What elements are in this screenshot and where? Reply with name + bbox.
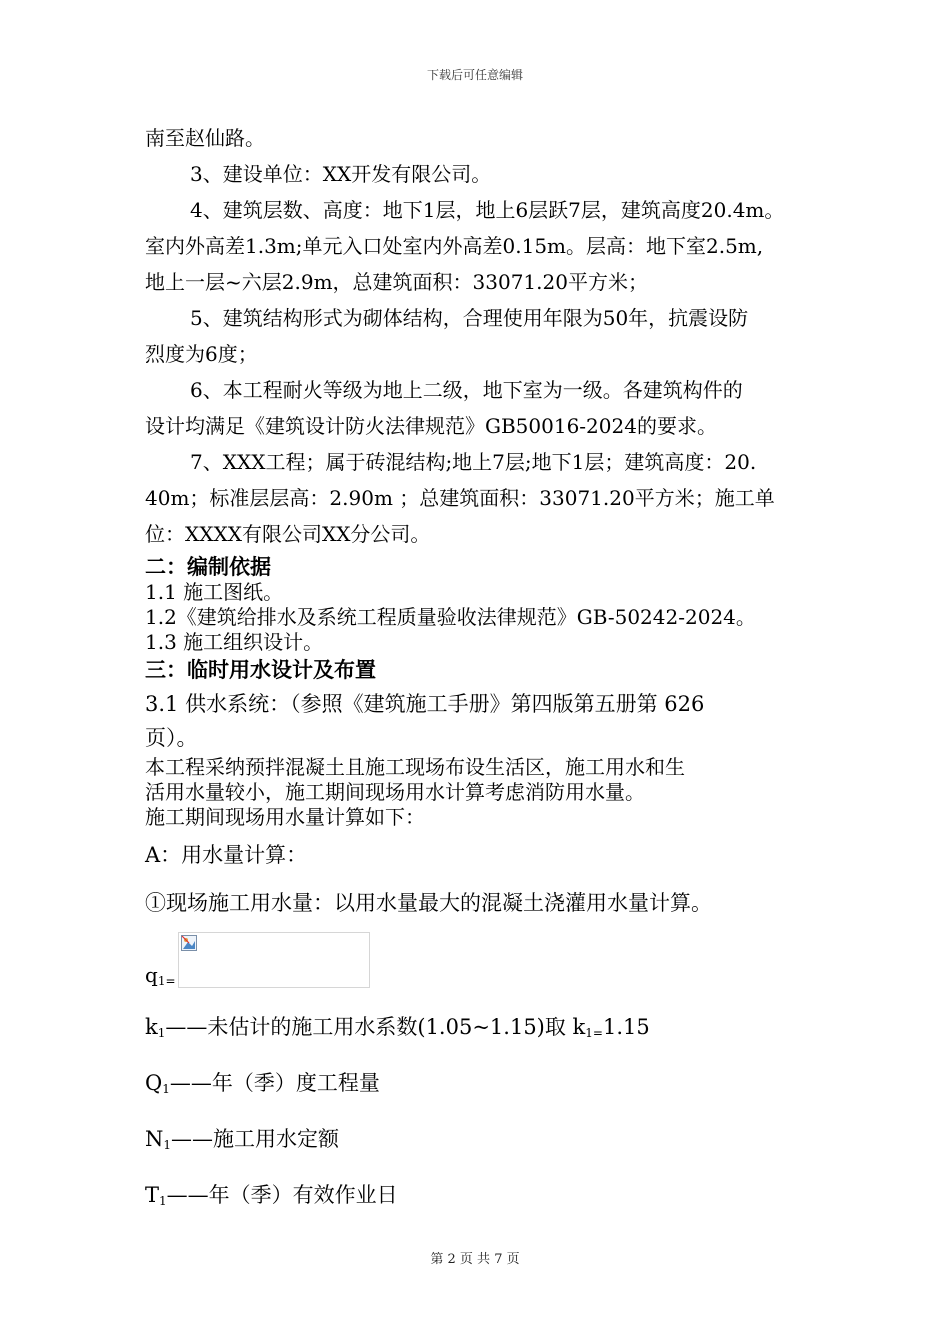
paragraph-line: 烈度为6度；: [145, 342, 258, 366]
formula-q1: [145, 932, 825, 988]
paragraph-line: 页）。: [145, 726, 198, 750]
definition-q1: $Q_1——$年（季）度工程量: [145, 1071, 380, 1096]
paragraph-line: 地上一层~六层2.9m，总建筑面积：33071.20平方米；: [145, 270, 648, 294]
paragraph-line: 本工程采纳预拌混凝土且施工现场布设生活区，施工用水和生: [145, 755, 685, 779]
paragraph-line: 4、建筑层数、高度：地下1层，地上6层跃7层，建筑高度20.4m。: [190, 198, 785, 222]
paragraph-line: 6、本工程耐火等级为地上二级，地下室为一级。各建筑构件的: [190, 378, 743, 402]
paragraph-line: 3.1 供水系统：（参照《建筑施工手册》第四版第五册第 626: [145, 692, 705, 716]
list-item: 1.1 施工图纸。: [145, 580, 284, 604]
paragraph-line: 7、XXX工程；属于砖混结构;地上7层;地下1层；建筑高度：20.: [190, 450, 757, 474]
section-heading-water: 三：临时用水设计及布置: [145, 658, 376, 682]
paragraph-line: 南至赵仙路。: [145, 126, 265, 150]
paragraph-line: 40m；标准层层高：2.90m ；总建筑面积：33071.20平方米；施工单: [145, 486, 775, 510]
paragraph-line: 活用水量较小，施工期间现场用水计算考虑消防用水量。: [145, 780, 645, 804]
section-heading-basis: 二：编制依据: [145, 555, 271, 579]
paragraph-line: 位：XXXX有限公司XX分公司。: [145, 522, 431, 546]
paragraph-line: 室内外高差1.3m;单元入口处室内外高差0.15m。层高：地下室2.5m,: [145, 234, 764, 258]
list-item: 1.3 施工组织设计。: [145, 630, 324, 654]
paragraph-line: 3、建设单位：XX开发有限公司。: [190, 162, 492, 186]
definition-n1: $N_1——$施工用水定额: [145, 1127, 340, 1152]
paragraph-line: 设计均满足《建筑设计防火法律规范》GB50016-2024的要求。: [145, 414, 717, 438]
definition-k1: $k_1——$未估计的施工用水系数(1.05~1.15)取 $k_{1=}1.15$: [145, 1015, 650, 1040]
page-footer: 第 2 页 共 7 页: [430, 1252, 520, 1267]
list-item: 1.2《建筑给排水及系统工程质量验收法律规范》GB-50242-2024。: [145, 605, 756, 629]
document-body: [145, 120, 825, 1218]
paragraph-line: ①现场施工用水量：以用水量最大的混凝土浇灌用水量计算。: [145, 891, 712, 915]
page-header: 下载后可任意编辑: [426, 68, 523, 82]
formula-image: [178, 932, 370, 988]
paragraph-line: 施工期间现场用水量计算如下：: [145, 805, 425, 829]
formula-symbol: $q_{1=}$: [145, 963, 176, 988]
paragraph-line: 5、建筑结构形式为砌体结构，合理使用年限为50年，抗震设防: [190, 306, 749, 330]
broken-image-icon: [181, 935, 197, 951]
paragraph-line: A：用水量计算：: [145, 843, 308, 867]
definition-t1: $T_1——$年（季）有效作业日: [145, 1183, 398, 1208]
